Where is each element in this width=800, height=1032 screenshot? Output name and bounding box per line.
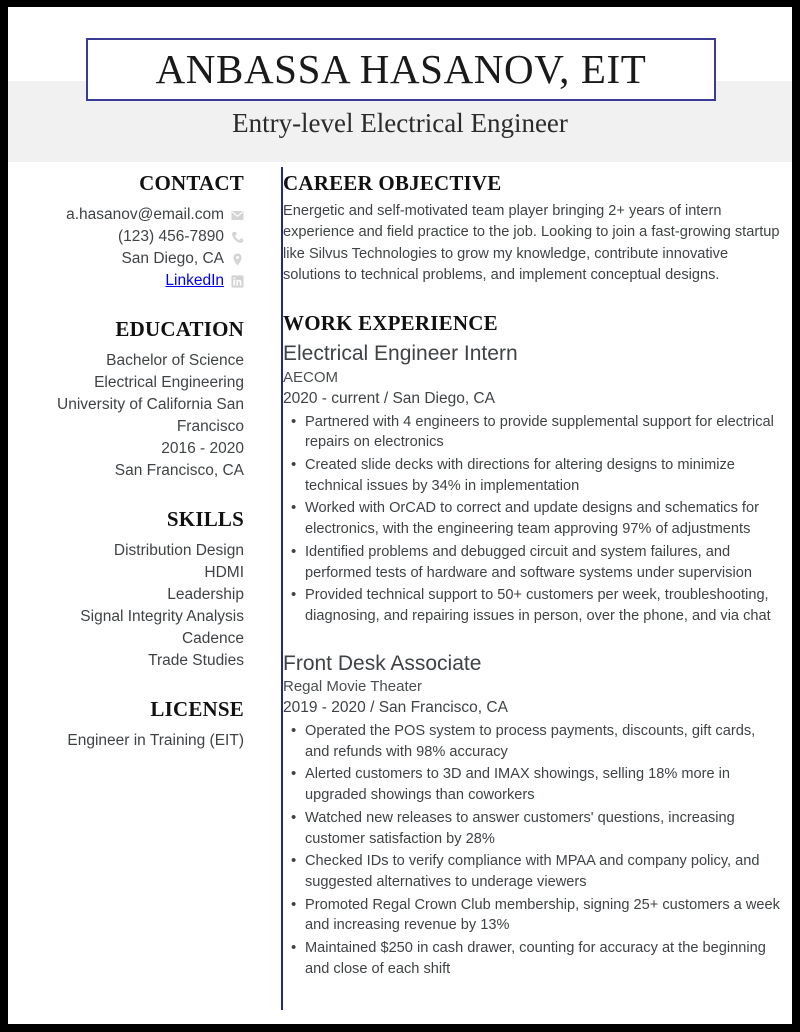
job-bullet: • Checked IDs to verify compliance with MPAA and company policy, and suggested alternatives to underage viewers	[305, 851, 780, 892]
main-column	[259, 172, 792, 990]
job-dates: 2020 - current	[283, 389, 380, 407]
column-divider	[281, 167, 283, 1010]
skill-item: Distribution Design	[113, 542, 244, 560]
education-line: San Francisco, CA	[114, 462, 244, 480]
skill-item: Trade Studies	[148, 652, 244, 670]
job-bullet: • Operated the POS system to process payments, discounts, gift cards, and refunds with 98% accuracy	[305, 721, 780, 762]
map-pin-icon	[231, 253, 244, 266]
contact-section	[8, 172, 244, 292]
education-line: 2016 - 2020	[161, 440, 244, 458]
linkedin-icon[interactable]	[231, 275, 244, 288]
education-heading: EDUCATION	[115, 317, 244, 342]
contact-item-linkedin[interactable]	[8, 270, 244, 292]
contact-item-phone	[8, 226, 244, 248]
work-experience-section	[283, 312, 780, 979]
skills-heading: SKILLS	[166, 507, 244, 532]
job-bullet: • Partnered with 4 engineers to provide supplemental support for electrical repairs on electronics	[305, 412, 780, 453]
skill-item: Leadership	[167, 586, 244, 604]
job-location: San Francisco, CA	[378, 699, 508, 717]
license-heading: LICENSE	[150, 697, 244, 722]
job-bullets	[283, 721, 780, 980]
contact-item-email	[8, 204, 244, 226]
name-box	[86, 38, 716, 101]
education-line: University of California San Francisco	[57, 396, 244, 436]
job-role: Electrical Engineer Intern	[283, 342, 518, 366]
license-section	[8, 698, 244, 752]
sidebar	[8, 172, 259, 990]
skill-item: Cadence	[181, 630, 244, 648]
contact-email-text: a.hasanov@email.com	[66, 206, 224, 224]
job-bullets	[283, 412, 780, 627]
contact-item-location	[8, 248, 244, 270]
contact-location-text: San Diego, CA	[121, 250, 224, 268]
contact-phone-text: (123) 456-7890	[118, 228, 224, 246]
job-meta	[283, 697, 780, 719]
job-role: Front Desk Associate	[283, 651, 482, 675]
job-location: San Diego, CA	[392, 389, 495, 407]
license-item: Engineer in Training (EIT)	[67, 732, 244, 750]
linkedin-link[interactable]: LinkedIn	[165, 272, 224, 290]
job-spacer	[283, 637, 780, 651]
job-bullet: • Worked with OrCAD to correct and update designs and schematics for electronics, with the engineering team approving 97% of adjustments	[305, 498, 780, 539]
job-entry	[283, 651, 780, 980]
envelope-icon	[231, 209, 244, 222]
objective-section	[283, 172, 780, 286]
contact-heading: CONTACT	[139, 171, 244, 195]
job-bullet: • Watched new releases to answer customers' questions, increasing customer satisfaction by 28%	[305, 808, 780, 849]
resume-header	[8, 7, 792, 162]
skill-item: Signal Integrity Analysis	[80, 608, 244, 626]
job-bullet: • Provided technical support to 50+ customers per week, troubleshooting, diagnosing, and repairing issues in person, over the phone, and via chat	[305, 585, 780, 626]
education-section	[8, 318, 244, 482]
job-bullet: • Alerted customers to 3D and IMAX showings, selling 18% more in upgraded showings than coworkers	[305, 764, 780, 805]
job-bullet: • Maintained $250 in cash drawer, counting for accuracy at the beginning and close of each shift	[305, 938, 780, 979]
resume-sheet	[8, 7, 792, 1024]
job-bullet: • Promoted Regal Crown Club membership, signing 25+ customers a week and increasing revenue by 13%	[305, 895, 780, 936]
job-company: AECOM	[283, 368, 339, 386]
job-meta-separator: /	[370, 699, 375, 717]
job-entry	[283, 341, 780, 626]
candidate-name: ANBASSA HASANOV, EIT	[155, 46, 647, 92]
education-line: Electrical Engineering	[94, 374, 244, 392]
education-line: Bachelor of Science	[106, 352, 244, 370]
work-experience-heading: WORK EXPERIENCE	[283, 311, 498, 336]
job-company: Regal Movie Theater	[283, 678, 422, 695]
job-bullet: • Identified problems and debugged circuit and system failures, and performed tests of hardware and software systems under supervision	[305, 542, 780, 583]
job-meta	[283, 388, 780, 410]
phone-icon	[231, 231, 244, 244]
job-meta-separator: /	[383, 389, 389, 407]
skills-section	[8, 508, 244, 672]
objective-heading: CAREER OBJECTIVE	[283, 171, 502, 195]
candidate-job-title: Entry-level Electrical Engineer	[232, 108, 568, 138]
job-bullet: • Created slide decks with directions for altering designs to minimize technical issues by 34% in implementation	[305, 455, 780, 496]
contact-linkedin-text[interactable]	[165, 270, 224, 292]
job-dates: 2019 - 2020	[283, 699, 366, 717]
objective-text: Energetic and self-motivated team player bringing 2+ years of intern experience and field practice to the job. Looking to join a fast-growing startup like Silvus Technologies to grow my knowledge, contribute innovative solutions to technical problems, and implement conceptual designs.	[283, 203, 780, 283]
skill-item: HDMI	[204, 564, 244, 582]
resume-body	[8, 162, 792, 990]
